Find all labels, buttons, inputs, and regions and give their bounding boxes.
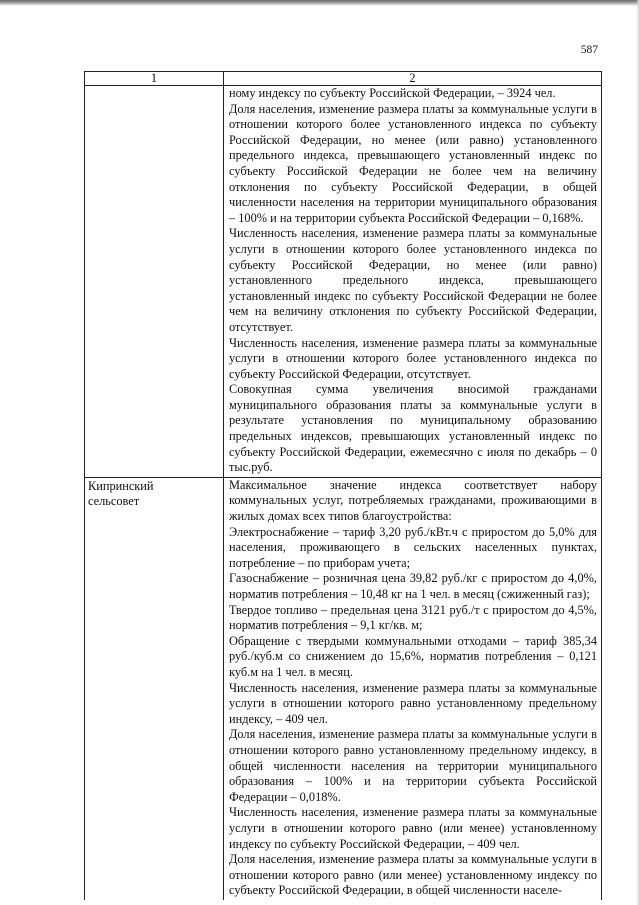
paragraph: Численность населения, изменение размера платы за коммунальные услуги в отношении которого более установленного индекса по субъекту Российской Федерации, но менее (или равно) установленного предельного индекса, превышающего установленный индекс по субъекту Российской Федерации не более чем на величину отклонения по субъекту Российской Федерации, отсутствует.: [229, 226, 597, 334]
page-number: 587: [580, 44, 598, 56]
data-table: [84, 71, 602, 900]
table-header-row: [85, 72, 602, 86]
municipality-cell: [85, 86, 224, 478]
paragraph: Доля населения, изменение размера платы за коммунальные услуги в отношении которого равно установленному предельному индексу, в общей численности населения на территории муниципального образования – 100% и на территории субъекта Российской Федерации – 0,018%.: [229, 727, 597, 804]
paragraph: Численность населения, изменение размера платы за коммунальные услуги в отношении которого равно (или менее) установленному индексу по субъекту Российской Федерации, – 409 чел.: [229, 805, 597, 851]
paragraph: Совокупная сумма увеличения вносимой гражданами муниципального образования платы за коммунальные услуги в результате установления по муниципальному образованию предельных индексов, превышающих установленный индекс по субъекту Российской Федерации, ежемесячно с июля по декабрь – 0 тыс.руб.: [229, 382, 597, 475]
paragraph: Максимальное значение индекса соответствует набору коммунальных услуг, потребляемых гражданами, проживающими в жилых домах всех типов благоустройства:: [229, 477, 597, 524]
paragraph: ному индексу по субъекту Российской Федерации, – 3924 чел.: [229, 86, 556, 100]
column-header-2: 2: [224, 72, 602, 86]
paragraph: Численность населения, изменение размера платы за коммунальные услуги в отношении которого равно установленному предельному индексу, – 409 чел.: [229, 680, 597, 726]
paragraph: Твердое топливо – предельная цена 3121 руб./т с приростом до 4,5%, норматив потребления – 9,1 кг/кв. м;: [229, 602, 597, 633]
paragraph: Электроснабжение – тариф 3,20 руб./кВт.ч с приростом до 5,0% для населения, проживающего в сельских населенных пунктах, потребление – по приборам учета;: [229, 524, 597, 570]
indicator-cell: [224, 477, 602, 900]
column-header-1: 1: [85, 72, 224, 86]
paragraph: Газоснабжение – розничная цена 39,82 руб./кг с приростом до 4,0%, норматив потребления – 10,48 кг на 1 чел. в месяц (сжиженный газ);: [229, 571, 597, 601]
indicator-cell: [224, 86, 602, 478]
scan-top-edge: [0, 0, 639, 6]
municipality-cell: [85, 477, 224, 900]
paragraph: Обращение с твердыми коммунальными отходами – тариф 385,34 руб./куб.м со снижением до 15,6%, норматив потребления – 0,121 куб.м на 1 чел. в месяц.: [229, 633, 597, 679]
table-row: [85, 477, 602, 900]
paragraph: Численность населения, изменение размера платы за коммунальные услуги в отношении которого более установленного индекса по субъекту Российской Федерации, отсутствует.: [229, 335, 597, 381]
paragraph: Доля населения, изменение размера платы за коммунальные услуги в отношении которого равно (или менее) установленному индексу по субъекту Российской Федерации, в общей численности населе-: [229, 852, 597, 898]
table-row: [85, 86, 602, 478]
municipality-name-line: Кипринский: [88, 478, 154, 493]
municipality-name-line: сельсовет: [88, 494, 140, 509]
paragraph: Доля населения, изменение размера платы за коммунальные услуги в отношении которого более установленного индекса по субъекту Российской Федерации, но менее (или равно) установленного предельного индекса, превышающего установленный индекс по субъекту Российской Федерации не более чем на величину отклонения по субъекту Российской Федерации, в общей численности населения на территории муниципального образования – 100% и на территории субъекта Российской Федерации – 0,168%.: [229, 101, 597, 225]
